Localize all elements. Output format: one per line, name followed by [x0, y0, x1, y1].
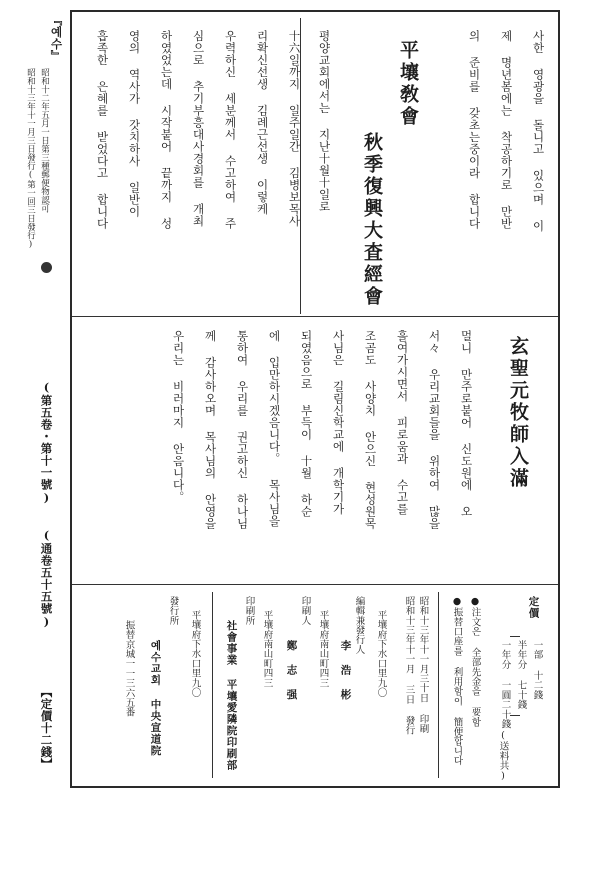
price-item: 半年分 七十錢 [515, 640, 527, 710]
issue-date: 昭和十三年十一月 三日 發行 [403, 596, 415, 735]
text-line: 되였음으로 부득이 十월 하순 [299, 330, 314, 518]
text-line: 심으로 추기부흥대사경회를 개최 [191, 30, 206, 227]
text-line: 흡족한 은혜를 받었다고 합니다 [95, 30, 110, 230]
printer-name: 鄭 志 强 [285, 640, 298, 701]
text-line: 우리는 비러마지 안음니다。 [171, 330, 186, 503]
price-item: 一部 十二錢 [531, 640, 543, 700]
press-address: 平壤府南山町四三 [261, 610, 273, 688]
text-line: 평양교회에서는 지난十월十일로 [317, 30, 332, 213]
publisher-address: 平壤府下水口里九〇 [189, 610, 201, 698]
account-number: 振替京城一一三六五番 [123, 620, 135, 717]
serial-number: (通卷五十五號) [39, 528, 54, 629]
magazine-name: 『예수』 [49, 14, 64, 62]
text-line: 사한 영광을 돌니고 있으며 이 [531, 30, 546, 232]
text-line: 十六일까지 일주일간 김병보목사 [287, 30, 302, 227]
press-label: 印刷所 [243, 596, 255, 626]
text-line: 하였었는데 시작붙어 끝까지 성 [159, 30, 174, 230]
editor-name: 李 浩 彬 [339, 640, 352, 701]
issue-note: 昭和十三年十一月三日發行(第一回三日發行) [25, 68, 36, 250]
printer-address: 平壤府南山町四三 [317, 610, 329, 688]
account-note: ●振替口座를 利用함이 簡便합니다 [451, 596, 463, 766]
postage-note: (送料共) [497, 730, 509, 782]
price-label: 定價 [527, 596, 540, 619]
text-line: 우력하신 세분께서 수고하여 주 [223, 30, 238, 230]
press-name: 社會事業 平壤愛隣院印刷部 [225, 620, 238, 771]
text-line: 영의 역사가 갓치하사 일반이 [127, 30, 142, 218]
text-line: 께 감사하오며 목사님의 안영을 [203, 330, 218, 530]
spine-price: 【定價十二錢】 [39, 686, 54, 770]
publisher-label: 發行所 [167, 596, 179, 626]
publisher-name: 예수교회 中央宣道院 [149, 640, 162, 757]
text-line: 멀니 만주로붙어 신도원에 오 [459, 330, 474, 518]
upper-divider [72, 316, 558, 317]
circle-stamp-icon [41, 262, 52, 273]
article-title: 秋季復興大査經會 [361, 132, 383, 308]
church-title: 平壤敎會 [397, 40, 419, 128]
lower-divider [72, 584, 558, 585]
text-line: 서々 우리교회들을 위하여 많을 [427, 330, 442, 530]
order-note: ●注文은 全部先金을 要함 [469, 596, 481, 727]
volume-number: (第五卷・第十一號) [39, 380, 54, 505]
colophon-divider [438, 592, 439, 778]
text-line: 통하여 우리를 권고하신 하나님 [235, 330, 250, 530]
text-line: 제 명년봄에는 착공하기로 만반 [499, 30, 514, 230]
editor-label: 編輯兼發行人 [353, 596, 365, 655]
text-line: 조곰도 사양치 안으신 현성원목 [363, 330, 378, 530]
editor-address: 平壤府下水口里九〇 [375, 610, 387, 698]
mail-permit: 昭和十二年五月一日第三種郵便物認可 [39, 68, 50, 213]
text-line: 리확신선생 김례근선생 이렇케 [255, 30, 270, 215]
text-line: 흘여가시면서 피로움과 수고를 [395, 330, 410, 515]
text-line: 의 준비를 갖초는중이라 합니다 [467, 30, 482, 230]
text-line: 사님은 길림신학교에 개학기가 [331, 330, 346, 515]
price-item: 一年分 一圓二十錢 [499, 640, 511, 729]
printer-label: 印刷人 [299, 596, 311, 626]
print-date: 昭和十三年十一月三十日 印刷 [417, 596, 429, 734]
article-title: 玄聖元牧師入滿 [507, 336, 529, 490]
page-border [70, 10, 560, 788]
text-line: 에 입만하시겠음니다。 목사님을 [267, 330, 282, 527]
colophon-divider [212, 592, 213, 778]
